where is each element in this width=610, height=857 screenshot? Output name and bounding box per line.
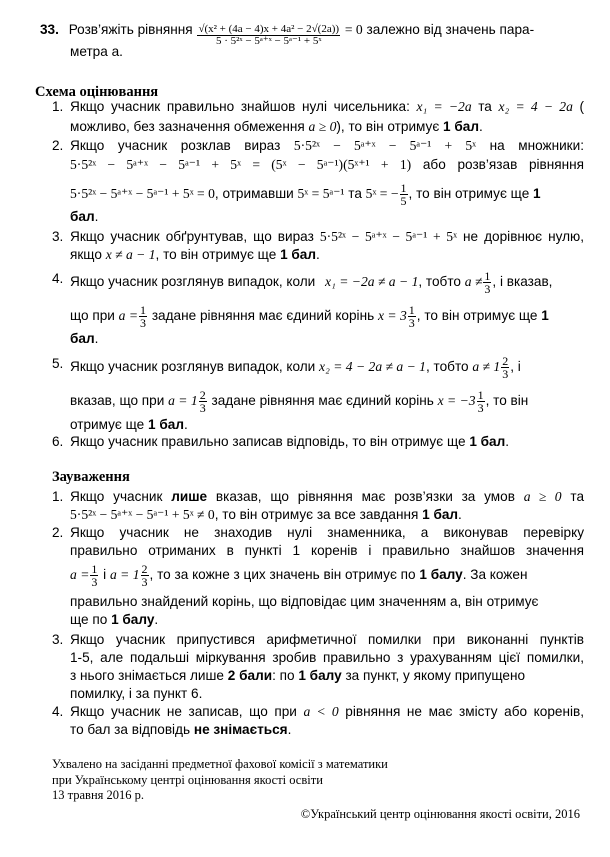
math-condition: x ≠ a − 1: [105, 247, 156, 262]
notes-title: Зауваження: [52, 469, 130, 485]
text: на множники:: [489, 138, 584, 153]
points: 1: [533, 186, 541, 202]
text: правильно знайдений корінь, що відповідає цим значенням a, він отримує: [70, 594, 539, 609]
problem-tail-a: залежно від значень пара-: [366, 22, 535, 37]
math-parameter: a =: [70, 567, 90, 583]
points: 1: [541, 308, 549, 324]
scheme-item-number: 4.: [52, 271, 64, 286]
text: правильно отриманих в пункті 1 коренів і правильно знайшов значення: [70, 543, 584, 558]
scheme-item-4-line-1: [70, 270, 584, 295]
text: з нього знімається лише: [70, 668, 224, 683]
text: якщо: [70, 247, 102, 262]
numerator: 2: [199, 388, 206, 402]
numerator: 1: [477, 388, 484, 402]
text: вказав, що при: [70, 393, 165, 409]
numerator: 1: [91, 562, 98, 576]
problem-intro: Розв’яжіть рівняння: [68, 22, 193, 37]
denominator: 3: [477, 401, 484, 415]
problem-denominator: 5 · 5²ˣ − 5ᵃ⁺ˣ − 5ᵃ⁻¹ + 5ˣ: [197, 35, 340, 47]
math-equation: 5·5²ˣ − 5ᵃ⁺ˣ − 5ᵃ⁻¹ + 5ˣ = 0: [70, 186, 215, 202]
fraction: [408, 304, 416, 329]
text: помилку, і за пункт 6.: [70, 686, 203, 701]
text: : по: [272, 668, 295, 683]
text: вказав, що рівняння має розв’язки за умов: [215, 489, 515, 504]
text: Якщо учасник правильно записав відповідь, то він отримує ще: [70, 434, 466, 449]
math-condition: a < 0: [303, 704, 339, 719]
numerator: 2: [502, 354, 509, 368]
text: можливо, без зазначення обмеження: [70, 119, 305, 134]
text: або: [422, 157, 446, 172]
fraction: [90, 563, 98, 588]
scheme-item-number: 6.: [52, 434, 64, 449]
scheme-item-2-line-2: [70, 156, 584, 174]
note-number: 2.: [52, 525, 64, 540]
math-root-1: 5ˣ = 5ᵃ⁻¹: [297, 186, 345, 202]
points: 2 бали: [227, 668, 273, 683]
approval-line-1: Ухвалено на засіданні предметної фахової комісії з математики: [52, 757, 388, 771]
scheme-item-6-line-1: Якщо учасник правильно записав відповідь, то він отримує ще 1 бал.: [70, 434, 510, 449]
text: що при: [70, 308, 115, 324]
math-condition: 5·5²ˣ − 5ᵃ⁺ˣ − 5ᵃ⁻¹ + 5ˣ ≠ 0: [70, 507, 215, 522]
math-root: x = −3: [437, 393, 476, 409]
math-condition: a ≠ 1: [472, 359, 501, 375]
points: 1 бал: [422, 507, 459, 522]
problem-numerator: √(x² + (4a − 4)x + 4a² − 2√(2a)): [198, 23, 340, 35]
note-3-line-1: [70, 631, 584, 649]
text: , то він отримує ще: [408, 186, 530, 202]
fraction: [139, 304, 147, 329]
text: , то він отримує ще: [155, 247, 277, 262]
text: , тобто: [425, 359, 469, 375]
fraction: [477, 389, 485, 414]
text: (: [579, 99, 585, 114]
numerator: 1: [484, 269, 491, 283]
points: 1 бал: [148, 417, 184, 432]
text: ), то він отримує: [336, 119, 440, 134]
scheme-item-1-line-1: [70, 98, 584, 116]
note-1-line-2: 5·5²ˣ − 5ᵃ⁺ˣ − 5ᵃ⁻¹ + 5ˣ ≠ 0, то він отримує за все завдання 1 бал.: [70, 507, 462, 522]
scheme-item-3-line-2: якщо x ≠ a − 1, то він отримує ще 1 бал.: [70, 247, 320, 262]
scheme-item-1-line-2: можливо, без зазначення обмеження a ≥ 0), то він отримує 1 бал.: [70, 119, 483, 134]
denominator: 3: [408, 316, 415, 330]
numerator: 1: [400, 181, 407, 195]
points: бал: [70, 331, 95, 346]
points: 1 балу: [111, 612, 155, 627]
scheme-item-number: 1.: [52, 99, 64, 114]
problem-equals: = 0: [344, 22, 363, 37]
fraction: [141, 563, 149, 588]
scheme-title: Схема оцінювання: [35, 84, 159, 100]
scheme-item-number: 3.: [52, 229, 64, 244]
approval-date: 13 травня 2016 р.: [52, 788, 145, 803]
text: та: [348, 186, 362, 202]
fraction: [483, 270, 491, 295]
scheme-item-4-line-2: [70, 304, 584, 329]
math-x2: x₂ = 4 − 2a: [498, 99, 573, 114]
note-3-line-3: [70, 667, 584, 685]
scheme-item-4-line-3: бал.: [70, 331, 99, 346]
text: то бал за відповідь: [70, 722, 191, 737]
note-3-line-4: [70, 685, 584, 703]
numerator: 1: [140, 303, 147, 317]
points: 1 бал: [280, 247, 316, 262]
approval-line-2: при Українському центрі оцінювання якості освіти: [52, 772, 323, 787]
text: Якщо учасник: [70, 489, 163, 504]
math-parameter: a = 1: [109, 567, 140, 583]
text: , то він: [485, 393, 529, 409]
denominator: 3: [91, 575, 98, 589]
points: 1 балу: [298, 668, 342, 683]
note-2-line-1: [70, 524, 584, 542]
problem-tail-b: метра a.: [70, 44, 123, 59]
text: , то він отримує ще: [416, 308, 538, 324]
math-parameter: a = 1: [168, 393, 198, 409]
emphasis: лише: [171, 489, 208, 504]
math-condition: a ≥ 0: [308, 119, 337, 134]
note-number: 1.: [52, 489, 64, 504]
scheme-item-number: 2.: [52, 138, 64, 153]
numerator: 2: [141, 562, 148, 576]
note-4-line-1: [70, 703, 584, 721]
points: 1 балу: [419, 567, 463, 583]
text: отримує ще: [70, 417, 145, 432]
text: задане рівняння має єдиний корінь: [151, 308, 375, 324]
note-4-line-2: то бал за відповідь не знімається.: [70, 722, 292, 737]
text: Якщо учасник не записав, що при: [70, 704, 297, 719]
note-number: 3.: [52, 632, 64, 647]
text: Якщо учасник розклав вираз: [70, 138, 281, 153]
math-case: x₁ = −2a ≠ a − 1: [325, 274, 419, 290]
text: , і вказав,: [492, 274, 553, 290]
text: Якщо учасник не знаходив нулі знаменника, а виконував перевірку: [70, 525, 584, 540]
note-3-line-2: [70, 649, 584, 667]
denominator: 3: [199, 401, 206, 415]
points: бал: [70, 209, 95, 224]
note-2-line-5: ще по 1 балу.: [70, 612, 159, 627]
scheme-item-3-line-1: [70, 228, 584, 246]
fraction: [400, 182, 408, 207]
math-condition: a ≠: [464, 274, 483, 290]
math-x1: x₁ = −2a: [416, 99, 472, 114]
math-root-2: 5ˣ = −: [365, 186, 399, 202]
denominator: 3: [484, 282, 491, 296]
text: Якщо учасник припустився арифметичної помилки при виконанні пунктів: [70, 632, 584, 647]
math-expression: 5·5²ˣ − 5ᵃ⁺ˣ − 5ᵃ⁻¹ + 5ˣ: [319, 229, 457, 244]
math-root: x = 3: [377, 308, 407, 324]
fraction: [199, 389, 207, 414]
text: ще по: [70, 612, 108, 627]
problem-fraction: [197, 24, 340, 47]
math-case: x₂ = 4 − 2a ≠ a − 1: [319, 359, 426, 375]
text: і: [103, 567, 107, 583]
text: за пункт, у якому припущено: [345, 668, 526, 683]
text: Якщо учасник розглянув випадок, коли: [70, 359, 316, 375]
fraction: [501, 355, 509, 380]
problem-number: 33.: [40, 22, 59, 37]
note-1-line-1: [70, 488, 584, 506]
points: 1 бал: [469, 434, 506, 449]
numerator: 1: [408, 303, 415, 317]
scheme-item-5-line-3: отримує ще 1 бал.: [70, 417, 188, 432]
copyright: ©Український центр оцінювання якості освіти, 2016: [300, 807, 580, 821]
note-2-line-4: [70, 593, 584, 611]
approval-block: [52, 757, 388, 804]
text: , отримавши: [214, 186, 294, 202]
note-number: 4.: [52, 704, 64, 719]
scheme-item-2-line-3: [70, 182, 584, 207]
text: задане рівняння має єдиний корінь: [211, 393, 434, 409]
text: , тобто: [418, 274, 461, 290]
scheme-item-2-line-4: бал.: [70, 209, 99, 224]
text: розв’язав рівняння: [457, 157, 585, 172]
note-2-line-2: [70, 542, 584, 560]
math-parameter: a =: [118, 308, 139, 324]
emphasis: не знімається: [193, 722, 288, 737]
text: Якщо учасник обґрунтував, що вираз: [70, 229, 314, 244]
math-condition: a ≥ 0: [523, 489, 562, 504]
note-2-line-3: [70, 563, 584, 588]
text: не дорівнює нулю,: [463, 229, 584, 244]
text: , то за кожне з цих значень він отримує по: [149, 567, 416, 583]
math-expression: 5·5²ˣ − 5ᵃ⁺ˣ − 5ᵃ⁻¹ + 5ˣ: [293, 138, 477, 153]
scheme-item-2-line-1: [70, 137, 584, 155]
points: 1 бал: [443, 119, 479, 134]
text: . За кожен: [462, 567, 528, 583]
denominator: 3: [140, 316, 147, 330]
text: Якщо учасник правильно знайшов нулі чисельника:: [70, 99, 410, 114]
scheme-item-5-line-1: [70, 355, 584, 380]
text: та: [570, 489, 585, 504]
text: Якщо учасник розглянув випадок, коли: [70, 274, 316, 290]
text: та: [478, 99, 492, 114]
text: , то він отримує за все завдання: [214, 507, 419, 522]
denominator: 3: [502, 367, 509, 381]
text: рівняння не має змісту або коренів,: [345, 704, 584, 719]
scheme-item-number: 5.: [52, 356, 64, 371]
denominator: 3: [141, 575, 148, 589]
scheme-item-5-line-2: [70, 389, 584, 414]
text: 1-5, але подальші міркування зробив правильно з урахуванням цієї помилки,: [70, 650, 584, 665]
math-factorization: 5·5²ˣ − 5ᵃ⁺ˣ − 5ᵃ⁻¹ + 5ˣ = (5ˣ − 5ᵃ⁻¹)(5ˣ⁺¹ + 1): [70, 157, 412, 172]
denominator: 5: [400, 194, 407, 208]
text: , і: [510, 359, 521, 375]
